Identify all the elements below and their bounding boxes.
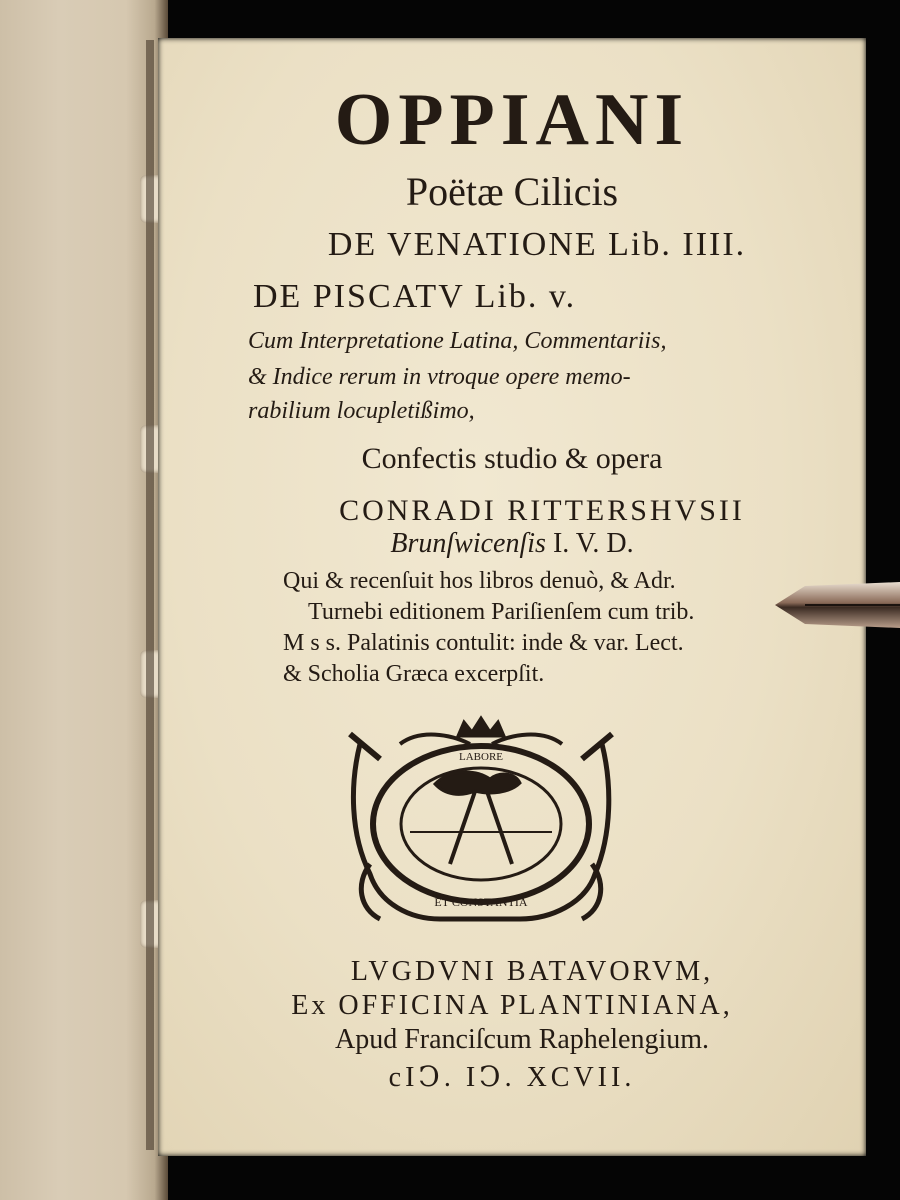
left-cover-board [0, 0, 168, 1200]
device-motto-bottom: ET CONSTANTIA [434, 895, 528, 909]
note-line: Turnebi editionem Pariſienſem cum trib. [308, 599, 695, 625]
description-line: Cum Interpretatione Latina, Commentariis, [248, 328, 667, 354]
work-piscatu: DE PISCATV Lib. v. [253, 278, 577, 315]
note-line: M s s. Palatinis contulit: inde & var. Lect. [283, 630, 684, 656]
editor-intro: Confectis studio & opera [361, 442, 663, 475]
subtitle-poet: Poëtæ Cilicis [405, 169, 619, 214]
work-venatione: DE VENATIONE Lib. IIII. [327, 226, 747, 263]
device-motto-top: LABORE [459, 751, 503, 763]
title-author: OPPIANI [334, 79, 690, 161]
note-line: & Scholia Græca excerpſit. [283, 661, 545, 687]
imprint-printer: Apud Franciſcum Raphelengium. [334, 1024, 710, 1055]
editor-name: CONRADI RITTERSHVSII [339, 494, 745, 527]
imprint-place: LVGDVNI BATAVORVM, [350, 956, 714, 987]
editor-origin-italic: Brunſwicenſis [390, 528, 546, 559]
editor-origin [158, 528, 866, 560]
note-line: Qui & recenſuit hos libros denuò, & Adr. [283, 568, 676, 594]
page-marker-clip [775, 578, 900, 632]
imprint-press: Ex OFFICINA PLANTINIANA, [291, 990, 733, 1021]
description-line: rabilium locupletißimo, [248, 398, 475, 424]
title-page [158, 38, 866, 1156]
printer-device-woodcut [340, 714, 622, 934]
editor-degree: I. V. D. [545, 528, 634, 559]
imprint-year: cIↃ. IↃ. XCVII. [388, 1062, 636, 1093]
description-line: & Indice rerum in vtroque opere memo- [248, 364, 631, 390]
